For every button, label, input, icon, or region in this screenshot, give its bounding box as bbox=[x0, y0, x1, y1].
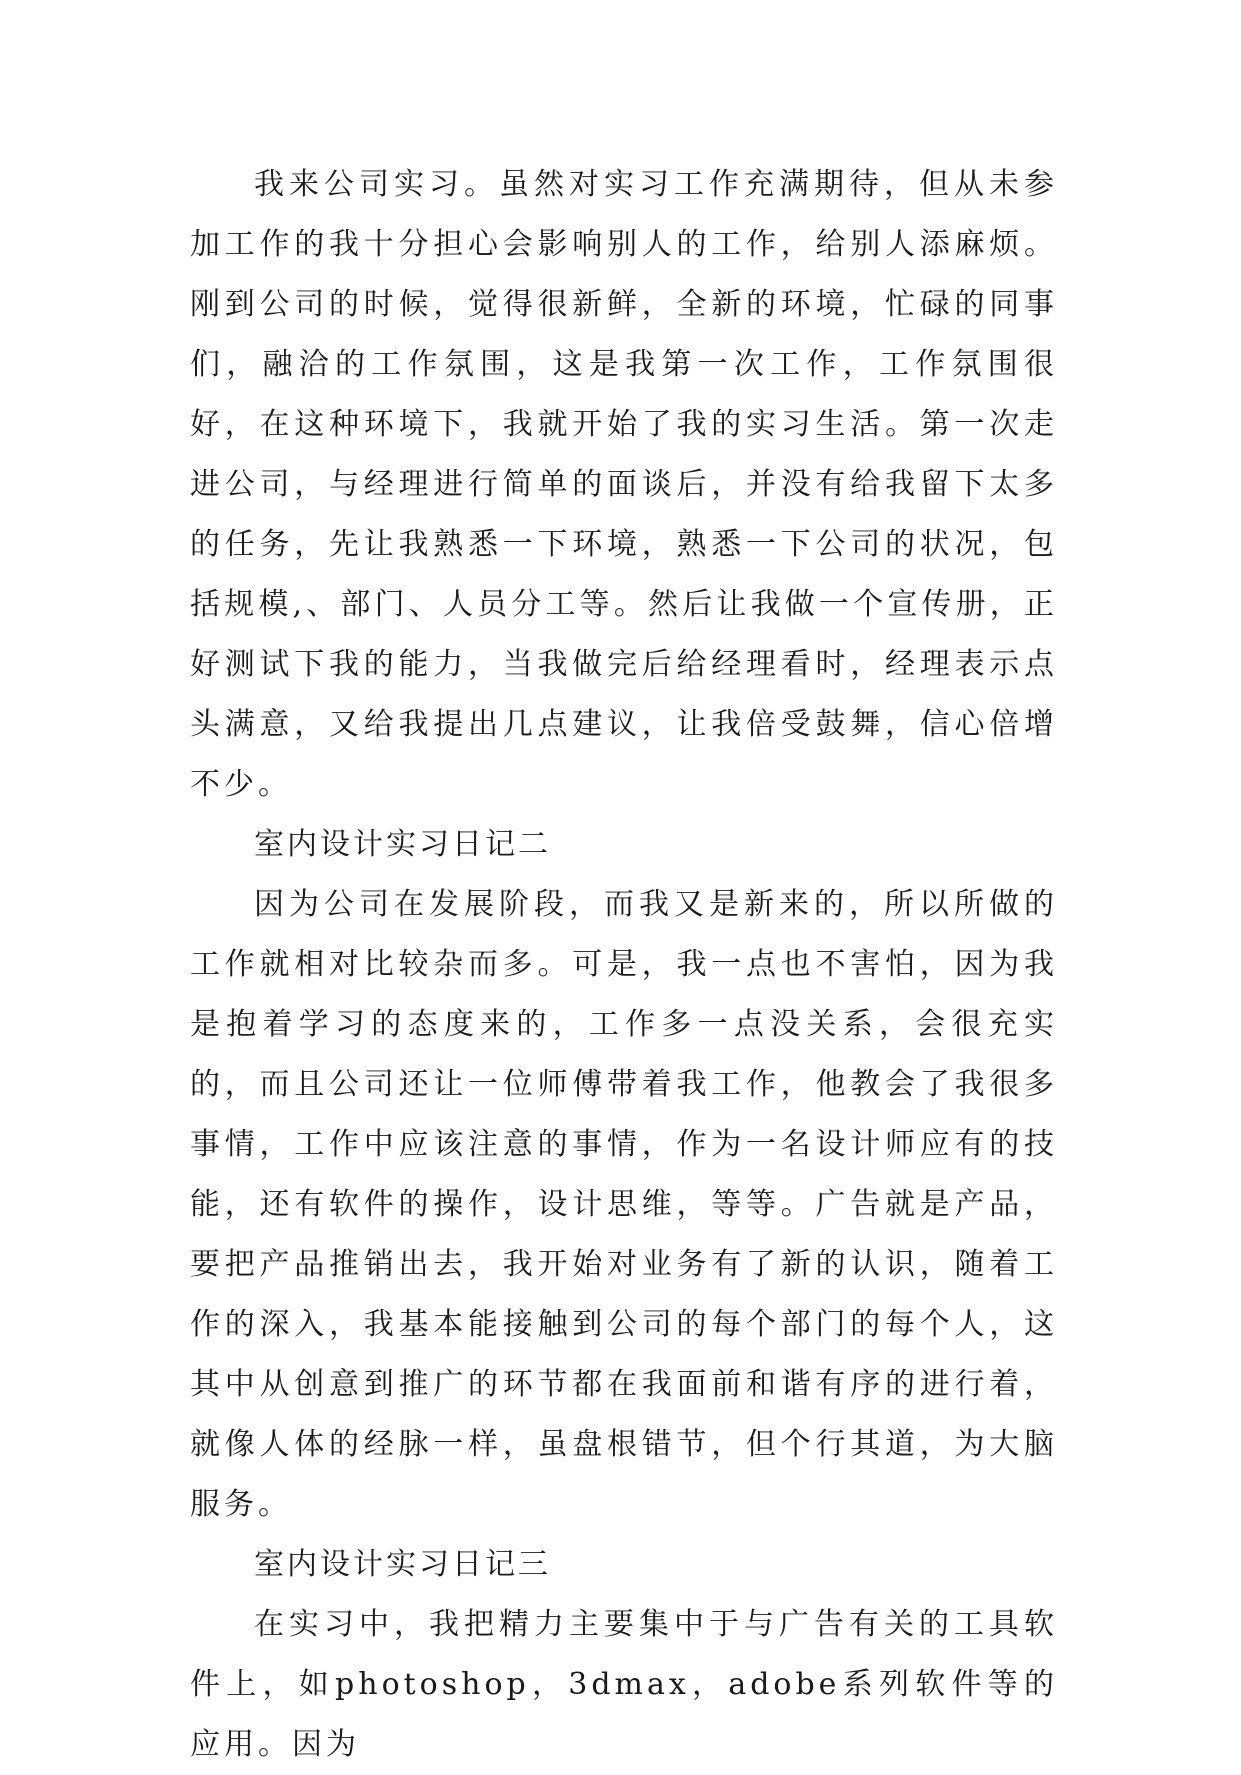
paragraph-company-work: 因为公司在发展阶段，而我又是新来的，所以所做的工作就相对比较杂而多。可是，我一点也不害怕，因为我是抱着学习的态度来的，工作多一点没关系，会很充实的，而且公司还让一位师傅带着我工作，他教会了我很多事情，工作中应该注意的事情，作为一名设计师应有的技能，还有软件的操作，设计思维，等等。广告就是产品，要把产品推销出去，我开始对业务有了新的认识，随着工作的深入，我基本能接触到公司的每个部门的每个人，这其中从创意到推广的环节都在我面前和谐有序的进行着，就像人体的经脉一样，虽盘根错节，但个行其道，为大脑服务。 bbox=[190, 887, 1058, 1522]
paragraph-software-tools: 在实习中，我把精力主要集中于与广告有关的工具软件上，如photoshop，3dmax，adobe系列软件等的应用。因为 bbox=[190, 1607, 1058, 1762]
document-body bbox=[190, 155, 1058, 1775]
heading-diary-three: 室内设计实习日记三 bbox=[254, 1547, 551, 1582]
paragraph-internship-start: 我来公司实习。虽然对实习工作充满期待，但从未参加工作的我十分担心会影响别人的工作，给别人添麻烦。刚到公司的时候，觉得很新鲜，全新的环境，忙碌的同事们，融洽的工作氛围，这是我第一次工作，工作氛围很好，在这种环境下，我就开始了我的实习生活。第一次走进公司，与经理进行简单的面谈后，并没有给我留下太多的任务，先让我熟悉一下环境，熟悉一下公司的状况，包括规模,、部门、人员分工等。然后让我做一个宣传册，正好测试下我的能力，当我做完后给经理看时，经理表示点头满意，又给我提出几点建议，让我倍受鼓舞，信心倍增不少。 bbox=[190, 167, 1058, 802]
heading-diary-two: 室内设计实习日记二 bbox=[254, 827, 551, 862]
